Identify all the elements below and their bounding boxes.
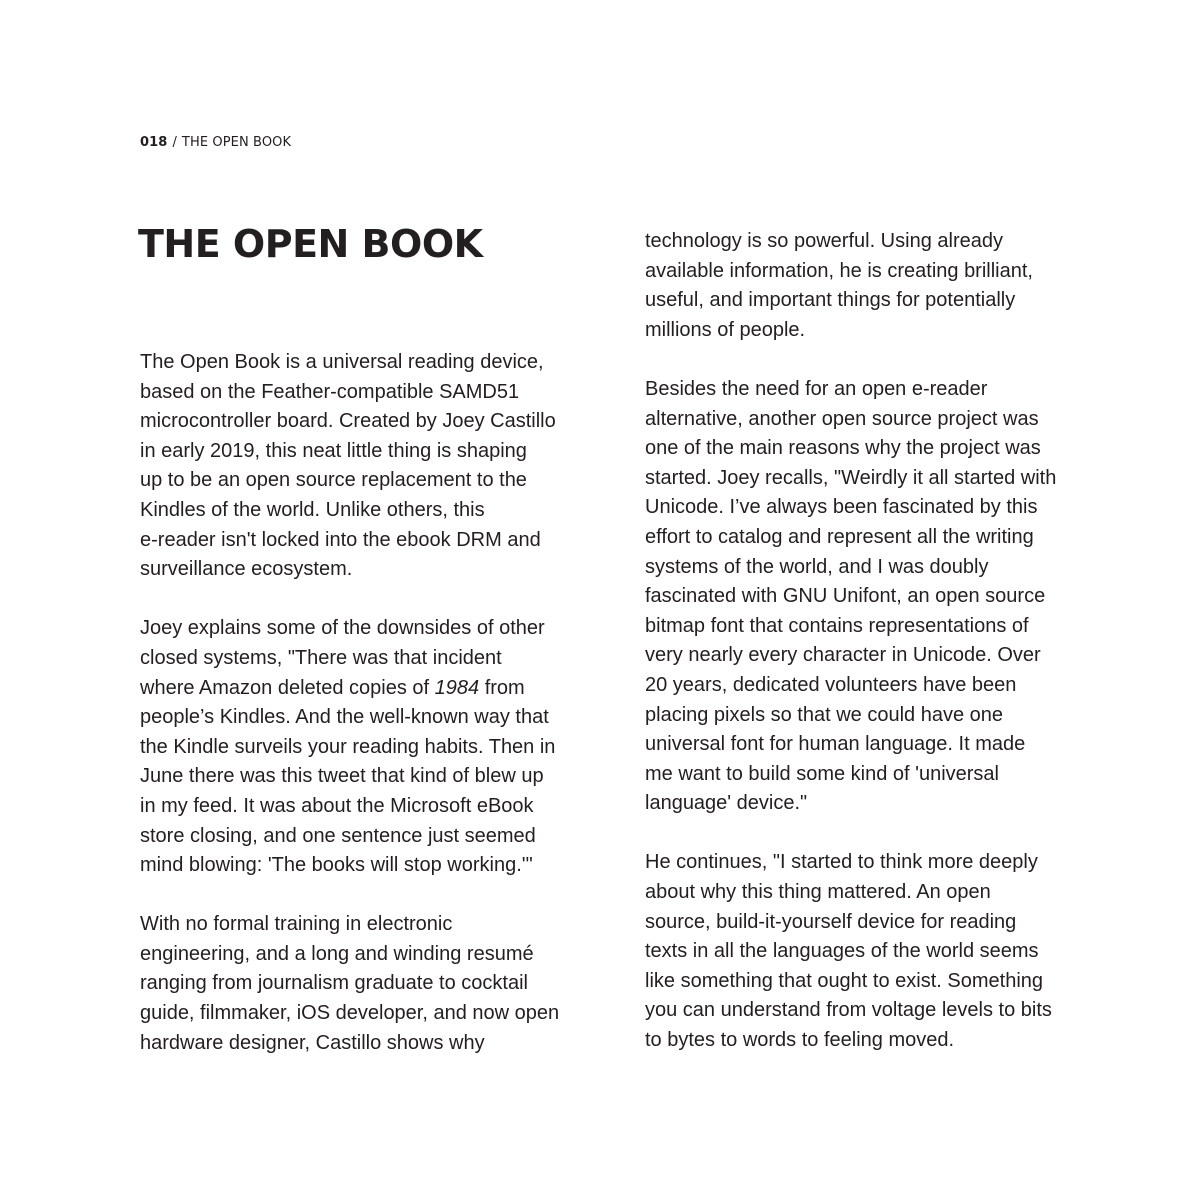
text-line: store closing, and one sentence just seemed	[140, 824, 536, 847]
text-line: June there was this tweet that kind of blew up	[140, 765, 544, 788]
text-line: technology is so powerful. Using already	[645, 230, 1003, 252]
text-line: universal font for human language. It made	[645, 733, 1026, 756]
text-line: millions of people.	[645, 318, 806, 341]
text-line: Joey explains some of the downsides of other	[140, 617, 545, 640]
text-line: microcontroller board. Created by Joey Castillo	[140, 410, 556, 433]
book-title-italic: 1984	[434, 676, 480, 699]
article-title: THE OPEN BOOK	[138, 222, 483, 266]
text-line: placing pixels so that we could have one	[645, 703, 1004, 726]
header-separator: /	[172, 135, 177, 150]
text-line: Kindles of the world. Unlike others, this	[140, 498, 485, 521]
text-line: about why this thing mattered. An open	[645, 881, 991, 904]
text-line	[140, 674, 580, 704]
text-line: fascinated with GNU Unifont, an open source	[645, 585, 1046, 608]
text-line: useful, and important things for potentially	[645, 289, 1016, 312]
text-line: to bytes to words to feeling moved.	[645, 1029, 955, 1052]
text-line: very nearly every character in Unicode. Over	[645, 644, 1041, 667]
text-line: alternative, another open source project was	[645, 407, 1039, 430]
text-line: Besides the need for an open e-reader	[645, 377, 988, 400]
text-line: mind blowing: 'The books will stop working.'"	[140, 854, 533, 877]
text-line: guide, filmmaker, iOS developer, and now open	[140, 1002, 560, 1025]
paragraph-unicode	[645, 375, 1085, 819]
text-line: people’s Kindles. And the well-known way that	[140, 706, 549, 729]
text-line: like something that ought to exist. Something	[645, 969, 1044, 992]
text-line: e-reader isn't locked into the ebook DRM and	[140, 528, 541, 551]
text-line: He continues, "I started to think more deeply	[645, 851, 1038, 874]
text-line: With no formal training in electronic	[140, 913, 453, 936]
text-line: in my feed. It was about the Microsoft eBook	[140, 794, 534, 817]
text-line: available information, he is creating brilliant,	[645, 259, 1033, 282]
text-line: started. Joey recalls, "Weirdly it all started with	[645, 466, 1057, 489]
text-line: The Open Book is a universal reading device,	[140, 351, 544, 373]
text-line: ranging from journalism graduate to cocktail	[140, 972, 528, 995]
text-fragment: where Amazon deleted copies of	[140, 676, 435, 699]
text-line: Unicode. I’ve always been fascinated by this	[645, 496, 1038, 519]
text-line: effort to catalog and represent all the writing	[645, 525, 1034, 548]
text-line: source, build-it-yourself device for reading	[645, 910, 1017, 933]
text-line: one of the main reasons why the project was	[645, 437, 1041, 460]
text-line: engineering, and a long and winding resumé	[140, 942, 534, 965]
text-line: you can understand from voltage levels to bits	[645, 999, 1052, 1022]
paragraph-conclusion	[645, 848, 1085, 1055]
paragraph-continuation	[645, 227, 1085, 345]
running-header	[140, 135, 291, 150]
right-column	[645, 227, 1085, 1085]
text-line: in early 2019, this neat little thing is shaping	[140, 439, 527, 462]
text-line: me want to build some kind of 'universal	[645, 762, 999, 785]
text-line: based on the Feather-compatible SAMD51	[140, 380, 520, 403]
text-line: hardware designer, Castillo shows why	[140, 1031, 485, 1054]
paragraph-intro	[140, 348, 580, 585]
left-column	[140, 348, 580, 1088]
text-line: language' device."	[645, 792, 808, 815]
text-line: systems of the world, and I was doubly	[645, 555, 989, 578]
text-fragment: from	[479, 676, 525, 699]
text-line: closed systems, "There was that incident	[140, 646, 502, 669]
text-line: bitmap font that contains representations of	[645, 614, 1029, 637]
paragraph-background	[140, 910, 580, 1058]
text-line: 20 years, dedicated volunteers have been	[645, 673, 1017, 696]
paragraph-downsides	[140, 614, 580, 880]
text-line: the Kindle surveils your reading habits. Then in	[140, 735, 556, 758]
section-name: THE OPEN BOOK	[181, 135, 292, 150]
text-line: surveillance ecosystem.	[140, 558, 353, 581]
text-line: texts in all the languages of the world seems	[645, 940, 1039, 963]
page-number: 018	[140, 135, 168, 150]
text-line: up to be an open source replacement to the	[140, 469, 527, 492]
